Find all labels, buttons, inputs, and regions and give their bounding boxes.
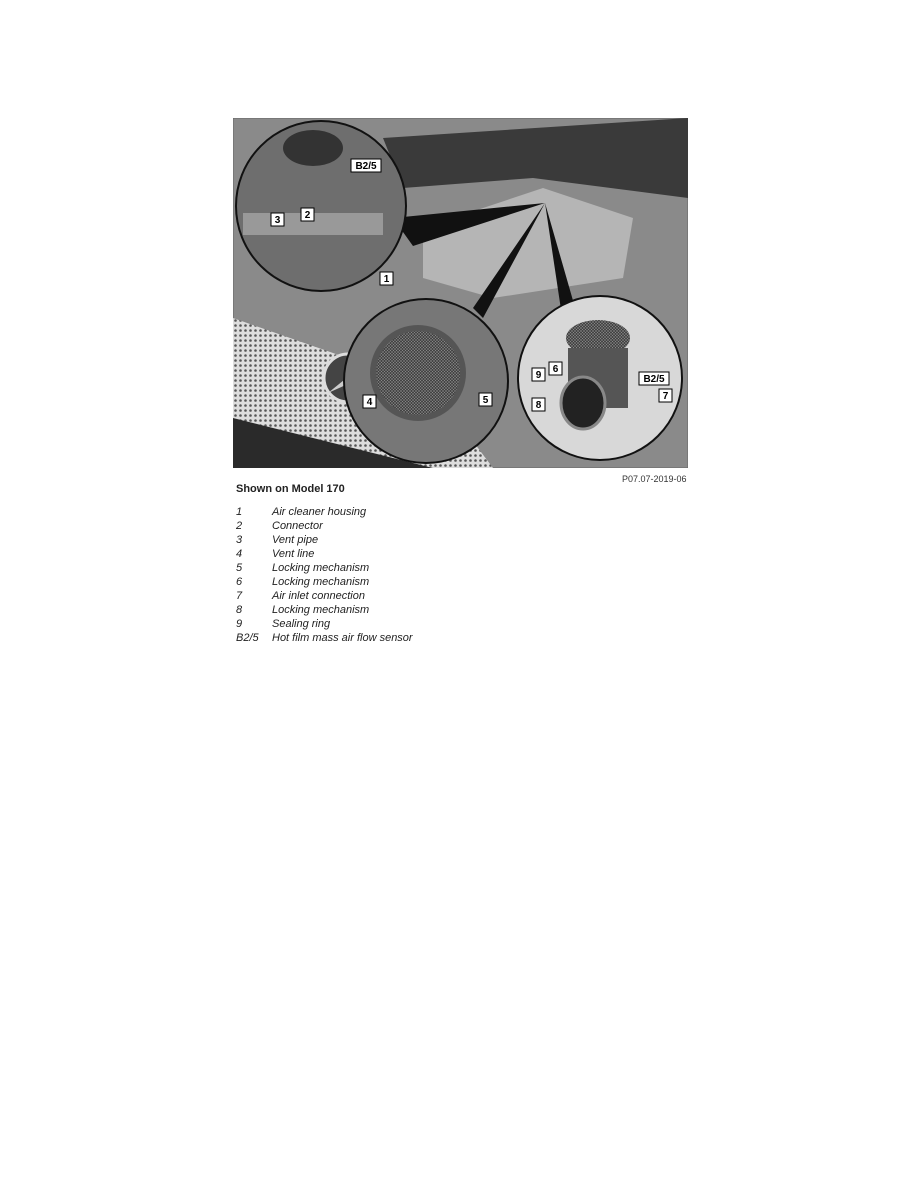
legend-num: 8 bbox=[236, 604, 243, 616]
legend-item bbox=[236, 631, 413, 645]
legend-text: Locking mechanism bbox=[272, 604, 370, 616]
legend-item bbox=[236, 519, 413, 533]
inset-connector bbox=[236, 121, 406, 291]
svg-text:4: 4 bbox=[366, 397, 373, 408]
legend-text: Locking mechanism bbox=[272, 562, 370, 574]
inset-sensor-installed bbox=[344, 299, 508, 463]
callout-1 bbox=[380, 272, 393, 285]
callout-4 bbox=[363, 395, 376, 408]
legend-item bbox=[236, 603, 413, 617]
svg-text:6: 6 bbox=[552, 364, 559, 375]
engine-bay-photo bbox=[233, 118, 688, 468]
legend-text: Vent line bbox=[272, 548, 315, 560]
legend-text: Hot film mass air flow sensor bbox=[272, 632, 413, 644]
svg-text:7: 7 bbox=[662, 391, 669, 402]
figure-id: P07.07-2019-06 bbox=[622, 474, 687, 484]
svg-text:5: 5 bbox=[482, 395, 489, 406]
legend-item bbox=[236, 533, 413, 547]
callout-2 bbox=[301, 208, 314, 221]
callout-9 bbox=[532, 368, 545, 381]
figure-caption: Shown on Model 170 bbox=[236, 483, 345, 495]
callout-5 bbox=[479, 393, 492, 406]
legend-text: Sealing ring bbox=[272, 618, 331, 630]
legend-item bbox=[236, 575, 413, 589]
legend-item bbox=[236, 589, 413, 603]
legend-num: 3 bbox=[236, 534, 243, 546]
legend-item bbox=[236, 505, 413, 519]
legend-text: Locking mechanism bbox=[272, 576, 370, 588]
callout-7 bbox=[659, 389, 672, 402]
svg-text:9: 9 bbox=[535, 370, 542, 381]
svg-text:3: 3 bbox=[274, 215, 281, 226]
legend-item bbox=[236, 561, 413, 575]
callout-3 bbox=[271, 213, 284, 226]
legend-num: 6 bbox=[236, 576, 243, 588]
legend-text: Connector bbox=[272, 520, 323, 532]
svg-text:2: 2 bbox=[304, 210, 311, 221]
legend-item bbox=[236, 617, 413, 631]
legend-num: B2/5 bbox=[236, 632, 259, 644]
legend-text: Air cleaner housing bbox=[272, 506, 367, 518]
svg-text:B2/5: B2/5 bbox=[355, 161, 377, 172]
callout-b2-5-right bbox=[639, 372, 669, 385]
legend-text: Air inlet connection bbox=[272, 590, 365, 602]
svg-text:B2/5: B2/5 bbox=[643, 374, 665, 385]
legend-num: 7 bbox=[236, 590, 243, 602]
legend-num: 1 bbox=[236, 506, 243, 518]
callout-8 bbox=[532, 398, 545, 411]
legend-text: Vent pipe bbox=[272, 534, 319, 546]
legend-num: 4 bbox=[236, 548, 243, 560]
svg-text:1: 1 bbox=[383, 274, 390, 285]
legend-list bbox=[236, 505, 413, 645]
svg-text:8: 8 bbox=[535, 400, 542, 411]
legend-item bbox=[236, 547, 413, 561]
legend-num: 5 bbox=[236, 562, 243, 574]
legend-num: 9 bbox=[236, 618, 243, 630]
legend-num: 2 bbox=[236, 520, 243, 532]
callout-b2-5-top bbox=[351, 159, 381, 172]
callout-6 bbox=[549, 362, 562, 375]
